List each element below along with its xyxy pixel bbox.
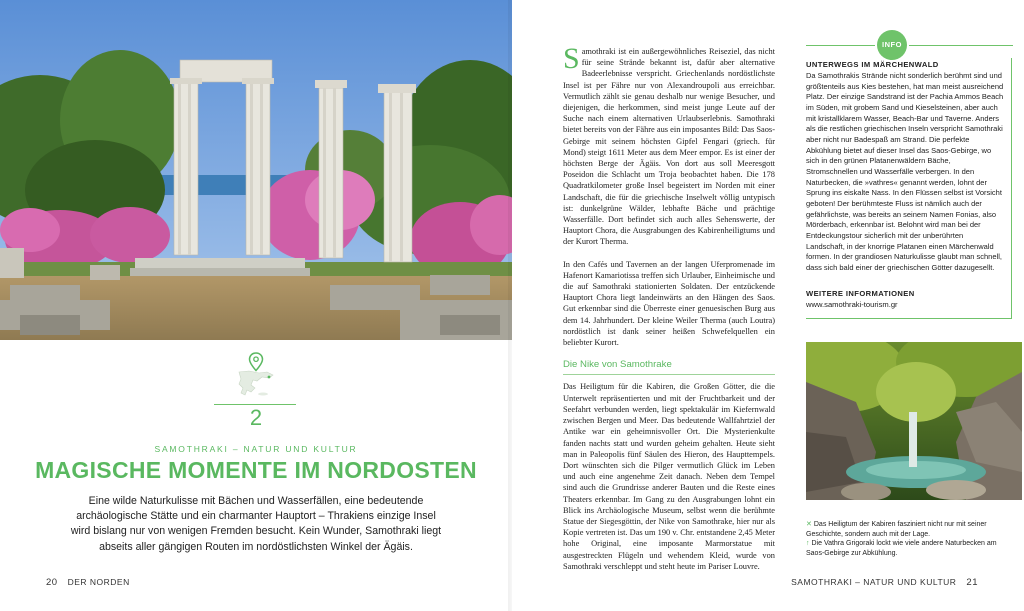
folio-left	[46, 577, 130, 588]
chapter-headline: MAGISCHE MOMENTE IM NORDOSTEN	[35, 457, 477, 483]
caption-1	[806, 520, 1016, 539]
chapter-intro: Eine wilde Naturkulisse mit Bächen und Wasserfällen, eine bedeutende archäologische Stätte und ein charmanter Hauptort – Thrakiens einzige Insel wird bislang nur von wenigen Fremden besucht. Kein Wunder, Samothraki liegt abseits aller gängigen Routen im nordöstlichsten Winkel der Ägäis.	[70, 495, 442, 553]
page-number-right: 21	[966, 577, 978, 588]
info-more-url[interactable]: www.samothraki-tourism.gr	[806, 300, 898, 309]
info-badge: INFO	[877, 30, 907, 60]
caption-1-text: Das Heiligtum der Kabiren fasziniert nicht nur mit seiner Geschichte, sondern auch mit der Lage.	[806, 521, 987, 538]
page-number-left: 20	[46, 577, 58, 588]
arrow-left-icon: ✕	[806, 521, 812, 528]
running-head-left: DER NORDEN	[67, 577, 130, 587]
captions	[806, 520, 1016, 558]
info-rule-right	[909, 45, 1013, 46]
article-paragraph-2: In den Cafés und Tavernen an der langen Uferpromenade im Hafenort Kamariotissa treffen sich Urlauber, Einheimische und die auf Samothraki stationierten Soldaten. Der entzückende Hauptort Chora liegt landeinwärts an den Hängen des Saos. Gut erkennbar sind die Überreste einer genuesischen Burg aus dem 14. Jahrhundert. Der kleine Weiler Therma (auch Loutra) nordöstlich ist dank seiner heißen Schwefelquellen ein beliebter Kurort.	[563, 259, 775, 348]
greece-map-icon	[229, 368, 281, 402]
caption-2-text: Die Vathra Grigoraki lockt wie viele andere Naturbecken am Saos-Gebirge zur Abkühlung.	[806, 540, 997, 557]
article-paragraph-1	[563, 42, 775, 248]
info-title: UNTERWEGS IM MÄRCHENWALD	[806, 60, 939, 69]
dropcap: S	[563, 42, 580, 75]
waterfall-photo	[806, 342, 1022, 500]
article-subhead: Die Nike von Samothrake	[563, 359, 775, 375]
temple-photo	[0, 0, 512, 340]
paragraph-1-text: amothraki ist ein außergewöhnliches Reiseziel, das nicht für seine Strände bekannt ist, dafür aber alternative Badeerlebnisse verspricht. Griechenlands nordöstlichste Insel ist per Fähre nur von Alexandroupoli aus erreichbar. Vermutlich zählt sie genau deshalb nur wenige Besucher, und diejenigen, die herkommen, sind meist junge Leute auf der Suche nach einem alternativen Urlaubserlebnis. Samothraki bietet bereits von der Fähre aus ein imposantes Bild: Das Saos-Gebirge mit seinem höchsten Gipfel Fengari (griech. für Mond) steigt 1611 Meter aus dem Meer empor. Es ist einer der höchsten Berge der Ägäis. Von dort aus soll Meeresgott Poseidon die Schlacht um Troja beobachtet haben. Die 178 Quadratkilometer große Insel begeistert im Norden mit einer Landschaft, die für die griechische Inselwelt völlig untypisch ist: dunkelgrüne Wälder, lebhafte Bäche und prächtige Wasserfälle. Dort befindet sich auch alles Sehenswerte, der Hauptort Chora, die Ausgrabungen des Kabirenheiligtums und der Kurort Therma.	[563, 47, 775, 247]
caption-2	[806, 539, 1016, 558]
info-rule-left	[806, 45, 875, 46]
info-more-title: WEITERE INFORMATIONEN	[806, 289, 915, 298]
running-head-right: SAMOTHRAKI – NATUR UND KULTUR	[791, 577, 957, 587]
chapter-kicker: SAMOTHRAKI – NATUR UND KULTUR	[154, 444, 358, 454]
folio-right	[791, 577, 978, 588]
chapter-number: 2	[249, 405, 263, 430]
info-text: Da Samothrakis Strände nicht sonderlich berühmt sind und größtenteils aus Kies bestehen, hat man meist ausreichend Platz. Der einzige Sandstrand ist der Pachia Ammos Beach im Süden, mit grobem Sand und Kieselsteinen, aber auch mit kristallklarem Wasser, Beach-Bar und Taverne. Anders als die restlichen griechischen Inseln verspricht Samothraki aber nicht nur Badespaß am Strand. Die perfekte Abkühlung bietet auf dieser Insel das Saos-Gebirge, wo sich in den grünen Platanenwäldern Bäche, Stromschnellen und Wasserfälle verbergen. In den Naturbecken, die »vathres« genannt werden, lohnt der Sprung ins eiskalte Nass. In den Flüssen selbst ist Vorsicht geboten! Der berühmteste Fluss ist nämlich auch der gefährlichste, was bereits an seinem Namen Fonias, also Mörderbach, erkennbar ist. Belohnt wird man bei der Entdeckungstour sicherlich mit der unberührten Landschaft, in der knorrige Platanen einen Märchenwald formen. In der grandiosen Naturkulisse glaubt man schnell, dass sich bald einer der griechischen Götter dazugesellt.	[806, 71, 1004, 272]
main-article	[563, 42, 775, 583]
article-paragraph-3: Das Heiligtum für die Kabiren, die Großen Götter, die die Unterwelt repräsentierten und mit der Fruchtbarkeit und der Seefahrt verbunden werden, liegt spektakulär im Kiefernwald zwischen Bergen und Meer. Das bedeutende Wallfahrtziel der Antike war ein geheimnisvoller Ort. Die Mysterienkulte fanden nachts statt und wurden geheim gehalten. Heute sieht man in Paleopolis fünf Säulen des Hieron, des Haupttempels. Dort wünschten sich die Pilger vermutlich Glück im Leben und auch eine angenehme Zeit danach. Neben dem Tempel sind auch die Grundrisse anderer Bauten und die Reste eines Theaters erkennbar. Im Gang zu den Ausgrabungen lohnt ein Blick ins Archäologische Museum, selbst wenn die berühmte Statue der Siegesgöttin, der Nike von Samothrake, hier nur als Kopie vertreten ist. Das um 190 v. Chr. entstandene 2,45 Meter hohe Original, eine imposante Marmorstatue mit ausgestreckten Flügeln und wehendem Kleid, wurde von Samothraki verschleppt und steht heute im Pariser Louvre.	[563, 382, 775, 571]
arrow-up-icon: ↑	[806, 540, 810, 548]
